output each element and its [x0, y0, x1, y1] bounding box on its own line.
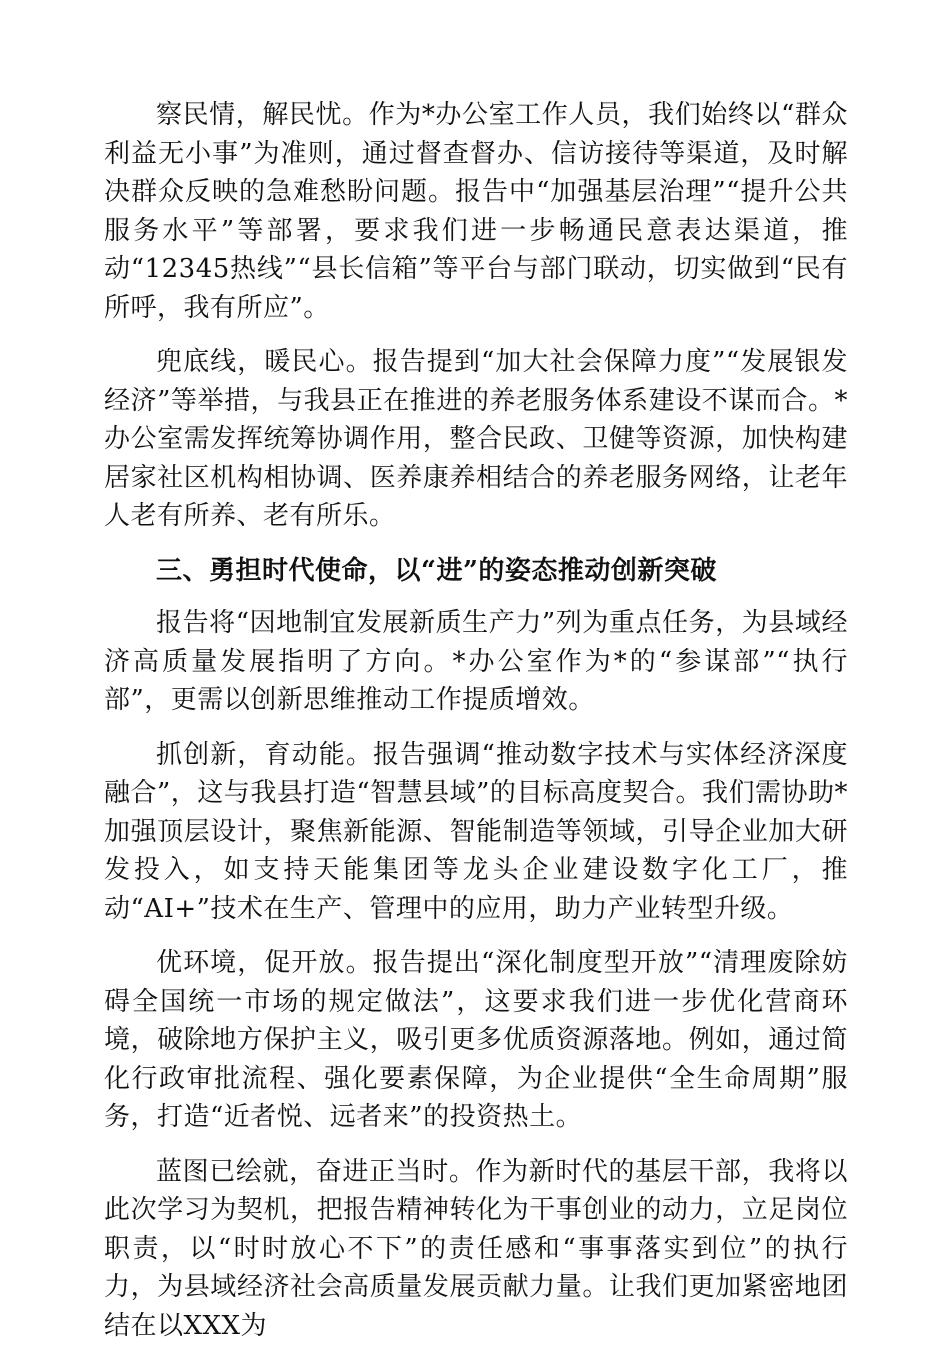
document-page [104, 96, 848, 1361]
paragraph-social-security: 兜底线，暖民心。报告提到“加大社会保障力度”“发展银发经济”等举措，与我县正在推进的养老服务体系建设不谋而合。*办公室需发挥统筹协调作用，整合民政、卫健等资源，加快构建居家社区机构相协调、医养康养相结合的养老服务网络，让老年人老有所养、老有所乐。 [104, 347, 848, 531]
paragraph-environment: 优环境，促开放。报告提出“深化制度型开放”“清理废除妨碍全国统一市场的规定做法”，这要求我们进一步优化营商环境，破除地方保护主义，吸引更多优质资源落地。例如，通过简化行政审批流程、强化要素保障，为企业提供“全生命周期”服务，打造“近者悦、远者来”的投资热土。 [104, 948, 848, 1132]
paragraph-innovation: 抓创新，育动能。报告强调“推动数字技术与实体经济深度融合”，这与我县打造“智慧县域”的目标高度契合。我们需协助*加强顶层设计，聚焦新能源、智能制造等领域，引导企业加大研发投入，如支持天能集团等龙头企业建设数字化工厂，推动“AI+”技术在生产、管理中的应用，助力产业转型升级。 [104, 739, 848, 924]
paragraph-listen-to-people: 察民情，解民忧。作为*办公室工作人员，我们始终以“群众利益无小事”为准则，通过督查督办、信访接待等渠道，及时解决群众反映的急难愁盼问题。报告中“加强基层治理”“提升公共服务水平”等部署，要求我们进一步畅通民意表达渠道，推动“12345热线”“县长信箱”等平台与部门联动，切实做到“民有所呼，我有所应”。 [104, 100, 848, 323]
section-heading-three: 三、勇担时代使命，以“进”的姿态推动创新突破 [156, 555, 717, 586]
paragraph-conclusion: 蓝图已绘就，奋进正当时。作为新时代的基层干部，我将以此次学习为契机，把报告精神转化为干事创业的动力，立足岗位职责，以“时时放心不下”的责任感和“事事落实到位”的执行力，为县域经济社会高质量发展贡献力量。让我们更加紧密地团结在以XXX为 [104, 1156, 848, 1341]
paragraph-new-productivity: 报告将“因地制宜发展新质生产力”列为重点任务，为县域经济高质量发展指明了方向。*办公室作为*的“参谋部”“执行部”，更需以创新思维推动工作提质增效。 [104, 608, 848, 715]
